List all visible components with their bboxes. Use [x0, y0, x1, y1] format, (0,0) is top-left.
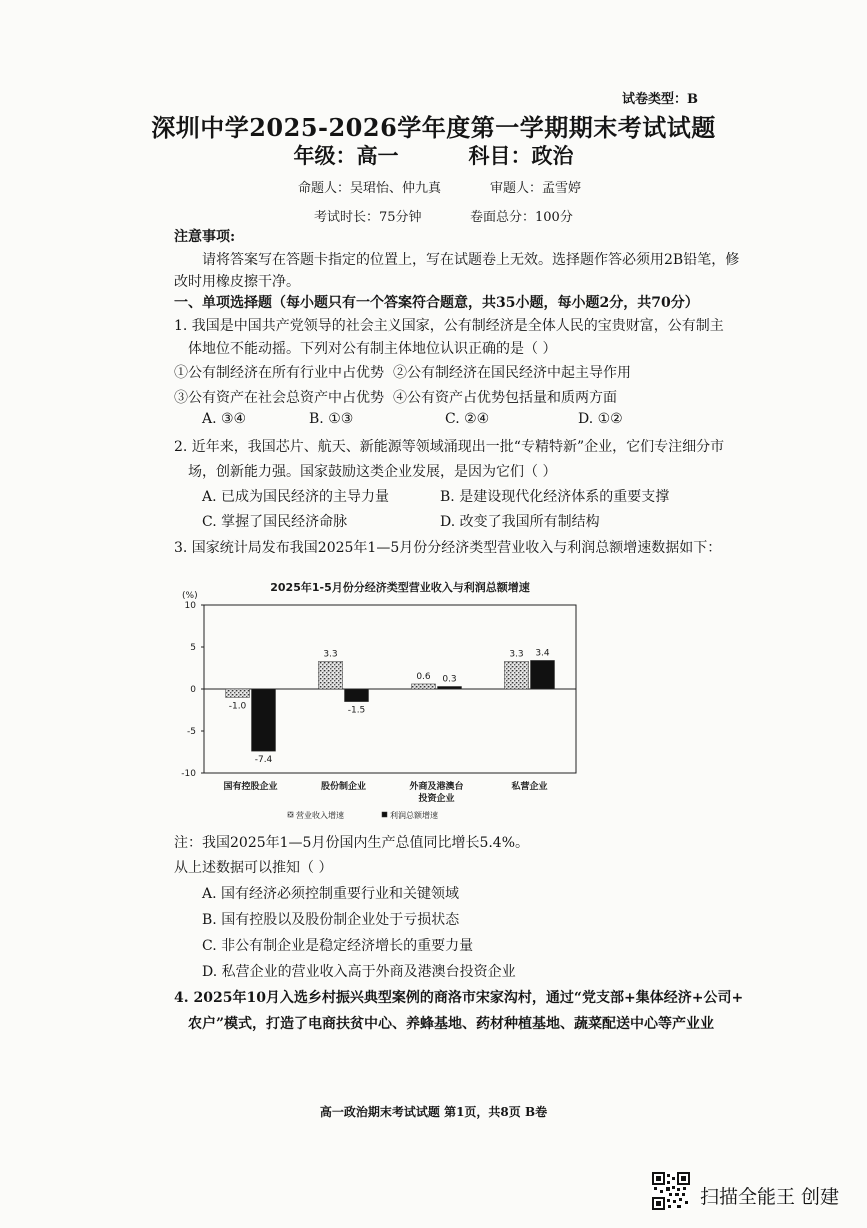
q1-statement-2: ②公有制经济在国民经济中起主导作用 — [393, 365, 631, 381]
data-label: 3.3 — [509, 649, 524, 660]
legend-label: 利润总额增速 — [390, 811, 438, 820]
bar-revenue — [412, 684, 436, 689]
y-tick-label: 10 — [184, 601, 196, 611]
bar-revenue — [505, 661, 529, 689]
y-tick-label: 0 — [190, 685, 196, 695]
q3-option-b: B. 国有控股以及股份制企业处于亏损状态 — [202, 912, 460, 928]
bar-revenue — [226, 689, 250, 697]
data-label: 3.3 — [323, 649, 338, 660]
q1-option-b: B. ①③ — [309, 411, 354, 427]
exam-title: 深圳中学2025-2026学年度第一学期期末考试试题 — [151, 113, 716, 142]
duration: 考试时长：75分钟 — [314, 210, 422, 225]
x-category-label: 股份制企业 — [320, 782, 367, 792]
growth-chart — [160, 570, 610, 835]
q1-statement-3: ③公有资产在社会总资产中占优势 — [174, 390, 384, 406]
y-tick-label: -5 — [187, 727, 196, 737]
paper-type: 试卷类型：B — [622, 92, 698, 107]
q1-line-1: 1. 我国是中国共产党领导的社会主义国家，公有制经济是全体人民的宝贵财富，公有制主 — [174, 318, 724, 334]
total-score: 卷面总分：100分 — [470, 210, 573, 225]
q2-line-2: 场，创新能力强。国家鼓励这类企业发展，是因为它们（ ） — [188, 464, 557, 480]
bar-revenue — [319, 661, 343, 689]
q2-line-1: 2. 近年来，我国芯片、航天、新能源等领域涌现出一批“专精特新”企业，它们专注细分市 — [174, 439, 725, 455]
bar-profit — [345, 689, 369, 702]
notice-line-2: 改时用橡皮擦干净。 — [174, 274, 300, 290]
q3-stem: 从上述数据可以推知（ ） — [174, 860, 333, 876]
legend-label: 营业收入增速 — [296, 811, 344, 820]
grade-subject-line — [0, 140, 867, 170]
page-footer: 高一政治期末考试试题 第1页，共8页 B卷 — [319, 1105, 548, 1119]
q1-option-d: D. ①② — [578, 411, 623, 427]
notice-heading: 注意事项: — [174, 229, 236, 245]
q4-line-2: 农户”模式，打造了电商扶贫中心、养蜂基地、药材种植基地、蔬菜配送中心等产业业 — [188, 1016, 715, 1032]
q3-option-d: D. 私营企业的营业收入高于外商及港澳台投资企业 — [202, 964, 516, 980]
scan-watermark: 扫描全能王 创建 — [700, 1186, 840, 1208]
legend-swatch — [288, 812, 293, 817]
grade-label: 年级：高一 — [293, 143, 399, 168]
data-label: -7.4 — [254, 755, 273, 766]
data-label: -1.5 — [347, 705, 366, 716]
q3-option-a: A. 国有经济必须控制重要行业和关键领域 — [202, 886, 460, 902]
q2-option-b: B. 是建设现代化经济体系的重要支撑 — [440, 489, 670, 505]
reviewer: 审题人：孟雪婷 — [490, 181, 582, 196]
q1-option-c: C. ②④ — [445, 411, 490, 427]
bar-profit — [252, 689, 276, 751]
q4-line-1: 4. 2025年10月入选乡村振兴典型案例的商洛市宋家沟村，通过“党支部+集体经济+公司+ — [174, 990, 744, 1006]
q1-statement-1: ①公有制经济在所有行业中占优势 — [174, 365, 384, 381]
data-label: 0.6 — [416, 671, 431, 682]
q3-option-c: C. 非公有制企业是稳定经济增长的重要力量 — [202, 938, 474, 954]
x-category-label: 国有控股企业 — [223, 782, 278, 792]
q2-option-c: C. 掌握了国民经济命脉 — [202, 514, 348, 530]
y-tick-label: 5 — [190, 643, 196, 653]
bar-profit — [531, 660, 555, 689]
setter: 命题人：吴珺怡、仲九真 — [298, 181, 442, 196]
chart-title: 2025年1-5月份分经济类型营业收入与利润总额增速 — [270, 581, 530, 594]
notice-line-1: 请将答案写在答题卡指定的位置上，写在试题卷上无效。选择题作答必须用2B铅笔，修 — [202, 252, 740, 268]
q3-line-1: 3. 国家统计局发布我国2025年1—5月份分经济类型营业收入与利润总额增速数据如下： — [174, 540, 722, 556]
data-label: 0.3 — [442, 674, 457, 685]
q3-note: 注：我国2025年1—5月份国内生产总值同比增长5.4%。 — [174, 835, 530, 851]
x-category-label: 投资企业 — [418, 794, 455, 804]
q2-option-d: D. 改变了我国所有制结构 — [440, 514, 600, 530]
x-category-label: 私营企业 — [511, 782, 548, 792]
q1-line-2: 体地位不能动摇。下列对公有制主体地位认识正确的是（ ） — [188, 341, 557, 357]
qr-code-icon — [652, 1172, 690, 1210]
section-heading: 一、单项选择题（每小题只有一个答案符合题意，共35小题，每小题2分，共70分） — [174, 295, 699, 311]
x-category-label: 外商及港澳台 — [409, 782, 464, 792]
bar-profit — [438, 686, 462, 689]
data-label: -1.0 — [228, 701, 247, 712]
y-axis-unit: (%) — [182, 591, 198, 601]
subject-label: 科目：政治 — [468, 143, 574, 168]
data-label: 3.4 — [535, 648, 550, 659]
legend-swatch — [382, 812, 387, 817]
q1-statement-4: ④公有资产占优势包括量和质两方面 — [393, 390, 617, 406]
q2-option-a: A. 已成为国民经济的主导力量 — [202, 489, 390, 505]
q1-option-a: A. ③④ — [202, 411, 247, 427]
y-tick-label: -10 — [181, 769, 196, 779]
